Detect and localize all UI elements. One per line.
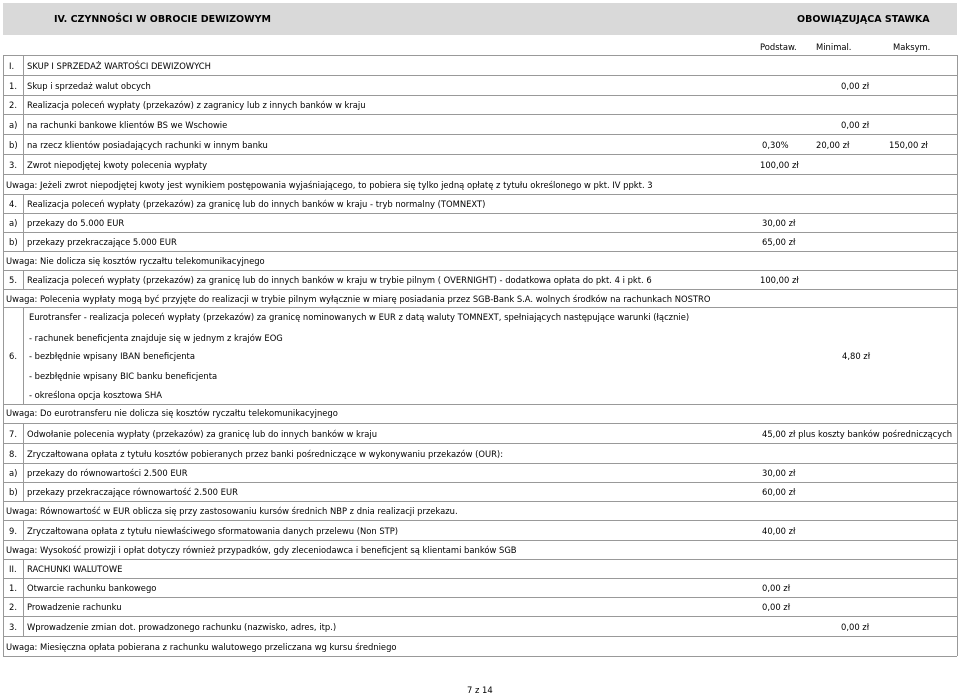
row-heading: RACHUNKI WALUTOWE — [27, 564, 123, 574]
row-num: 3. — [9, 160, 17, 170]
row-num: 4. — [9, 199, 17, 209]
row-text: na rzecz klientów posiadających rachunki w innym banku — [27, 140, 268, 150]
row-value: 100,00 zł — [760, 160, 799, 170]
row-value: 30,00 zł — [762, 218, 796, 228]
row-num: 2. — [9, 100, 17, 110]
note: Uwaga: Równowartość w EUR oblicza się przy zastosowaniu kursów średnich NBP z dnia realizacji przekazu. — [6, 506, 458, 516]
row-text: Zryczałtowana opłata z tytułu kosztów pobieranych przez banki pośredniczące w wykonywaniu przekazów (OUR): — [27, 449, 504, 459]
row-text: Odwołanie polecenia wypłaty (przekazów) za granicę lub do innych banków w kraju — [27, 429, 378, 439]
condition-item: - bezbłędnie wpisany IBAN beneficjenta — [29, 351, 195, 361]
section-title: IV. CZYNNOŚCI W OBROCIE DEWIZOWYM — [54, 14, 271, 25]
row-text: Realizacja poleceń wypłaty (przekazów) z zagranicy lub z innych banków w kraju — [27, 100, 366, 110]
row-num: 1. — [9, 583, 17, 593]
note: Uwaga: Do eurotransferu nie dolicza się kosztów ryczałtu telekomunikacyjnego — [6, 408, 338, 418]
note: Uwaga: Wysokość prowizji i opłat dotyczy również przypadków, gdy zleceniodawca i beneficjent są klientami banków SGB — [6, 545, 517, 555]
row-value: 45,00 zł plus koszty banków pośredniczących — [762, 429, 953, 439]
row-value-max: 150,00 zł — [889, 140, 928, 150]
row-text: Wprowadzenie zmian dot. prowadzonego rachunku (nazwisko, adres, itp.) — [27, 622, 337, 632]
row-heading: SKUP I SPRZEDAŻ WARTOŚCI DEWIZOWYCH — [27, 61, 211, 71]
col-max-header: Maksym. — [893, 42, 931, 52]
condition-item: - bezbłędnie wpisany BIC banku beneficjenta — [29, 371, 218, 381]
row-num: 7. — [9, 429, 17, 439]
row-num: 1. — [9, 81, 17, 91]
page-number: 7 z 14 — [467, 685, 493, 695]
row-num: 5. — [9, 275, 17, 285]
row-num: a) — [9, 468, 18, 478]
rate-column-title: OBOWIĄZUJĄCA STAWKA — [797, 14, 930, 25]
row-text: na rachunki bankowe klientów BS we Wschowie — [27, 120, 228, 130]
condition-item: - określona opcja kosztowa SHA — [29, 390, 162, 400]
row-text: Zwrot niepodjętej kwoty polecenia wypłaty — [27, 160, 208, 170]
row-value: 0,00 zł — [841, 120, 870, 130]
row-value: 0,00 zł — [762, 583, 791, 593]
row-num: b) — [9, 237, 18, 247]
row-value: 0,00 zł — [762, 602, 791, 612]
row-text: Zryczałtowana opłata z tytułu niewłaściwego sformatowania danych przelewu (Non STP) — [27, 526, 399, 536]
note: Uwaga: Nie dolicza się kosztów ryczałtu telekomunikacyjnego — [6, 256, 265, 266]
row-num: 9. — [9, 526, 17, 536]
row-value: 65,00 zł — [762, 237, 796, 247]
row-value: 40,00 zł — [762, 526, 796, 536]
row-text: Realizacja poleceń wypłaty (przekazów) za granicę lub do innych banków w kraju - tryb normalny (TOMNEXT) — [27, 199, 486, 209]
row-num: 8. — [9, 449, 17, 459]
row-num: I. — [9, 61, 15, 71]
row-num: a) — [9, 120, 18, 130]
row-num: b) — [9, 140, 18, 150]
row-text: Eurotransfer - realizacja poleceń wypłaty (przekazów) za granicę nominowanych w EUR z datą waluty TOMNEXT, spełniających następujące warunki (łącznie) — [29, 312, 690, 322]
row-value-min: 20,00 zł — [816, 140, 850, 150]
row-value: 100,00 zł — [760, 275, 799, 285]
note: Uwaga: Jeżeli zwrot niepodjętej kwoty jest wynikiem postępowania wyjaśniającego, to pobiera się tylko jedną opłatę z tytułu określonego w pkt. IV ppkt. 3 — [6, 180, 653, 190]
row-text: przekazy do równowartości 2.500 EUR — [27, 468, 188, 478]
col-basic-header: Podstaw. — [760, 42, 797, 52]
row-num: b) — [9, 487, 18, 497]
col-min-header: Minimal. — [816, 42, 852, 52]
row-text: Skup i sprzedaż walut obcych — [27, 81, 151, 91]
row-text: Prowadzenie rachunku — [27, 602, 122, 612]
row-text: przekazy przekraczające 5.000 EUR — [27, 237, 177, 247]
row-num: 6. — [9, 351, 17, 361]
row-value: 0,00 zł — [841, 81, 870, 91]
row-value: 60,00 zł — [762, 487, 796, 497]
row-value: 0,00 zł — [841, 622, 870, 632]
row-num: 2. — [9, 602, 17, 612]
row-value: 30,00 zł — [762, 468, 796, 478]
note: Uwaga: Polecenia wypłaty mogą być przyjęte do realizacji w trybie pilnym wyłącznie w miarę posiadania przez SGB-Bank S.A. wolnych środków na rachunkach NOSTRO — [6, 294, 711, 304]
row-value-basic: 0,30% — [762, 140, 789, 150]
row-num: II. — [9, 564, 17, 574]
condition-item: - rachunek beneficjenta znajduje się w jednym z krajów EOG — [29, 333, 283, 343]
note: Uwaga: Miesięczna opłata pobierana z rachunku walutowego przeliczana wg kursu średniego — [6, 642, 397, 652]
row-text: Otwarcie rachunku bankowego — [27, 583, 157, 593]
row-value: 4,80 zł — [842, 351, 871, 361]
row-text: przekazy przekraczające równowartość 2.500 EUR — [27, 487, 238, 497]
row-num: 3. — [9, 622, 17, 632]
row-text: przekazy do 5.000 EUR — [27, 218, 125, 228]
row-text: Realizacja poleceń wypłaty (przekazów) za granicę lub do innych banków w kraju w trybie pilnym ( OVERNIGHT) - dodatkowa opłata do pkt. 4 i pkt. 6 — [27, 275, 652, 285]
row-num: a) — [9, 218, 18, 228]
